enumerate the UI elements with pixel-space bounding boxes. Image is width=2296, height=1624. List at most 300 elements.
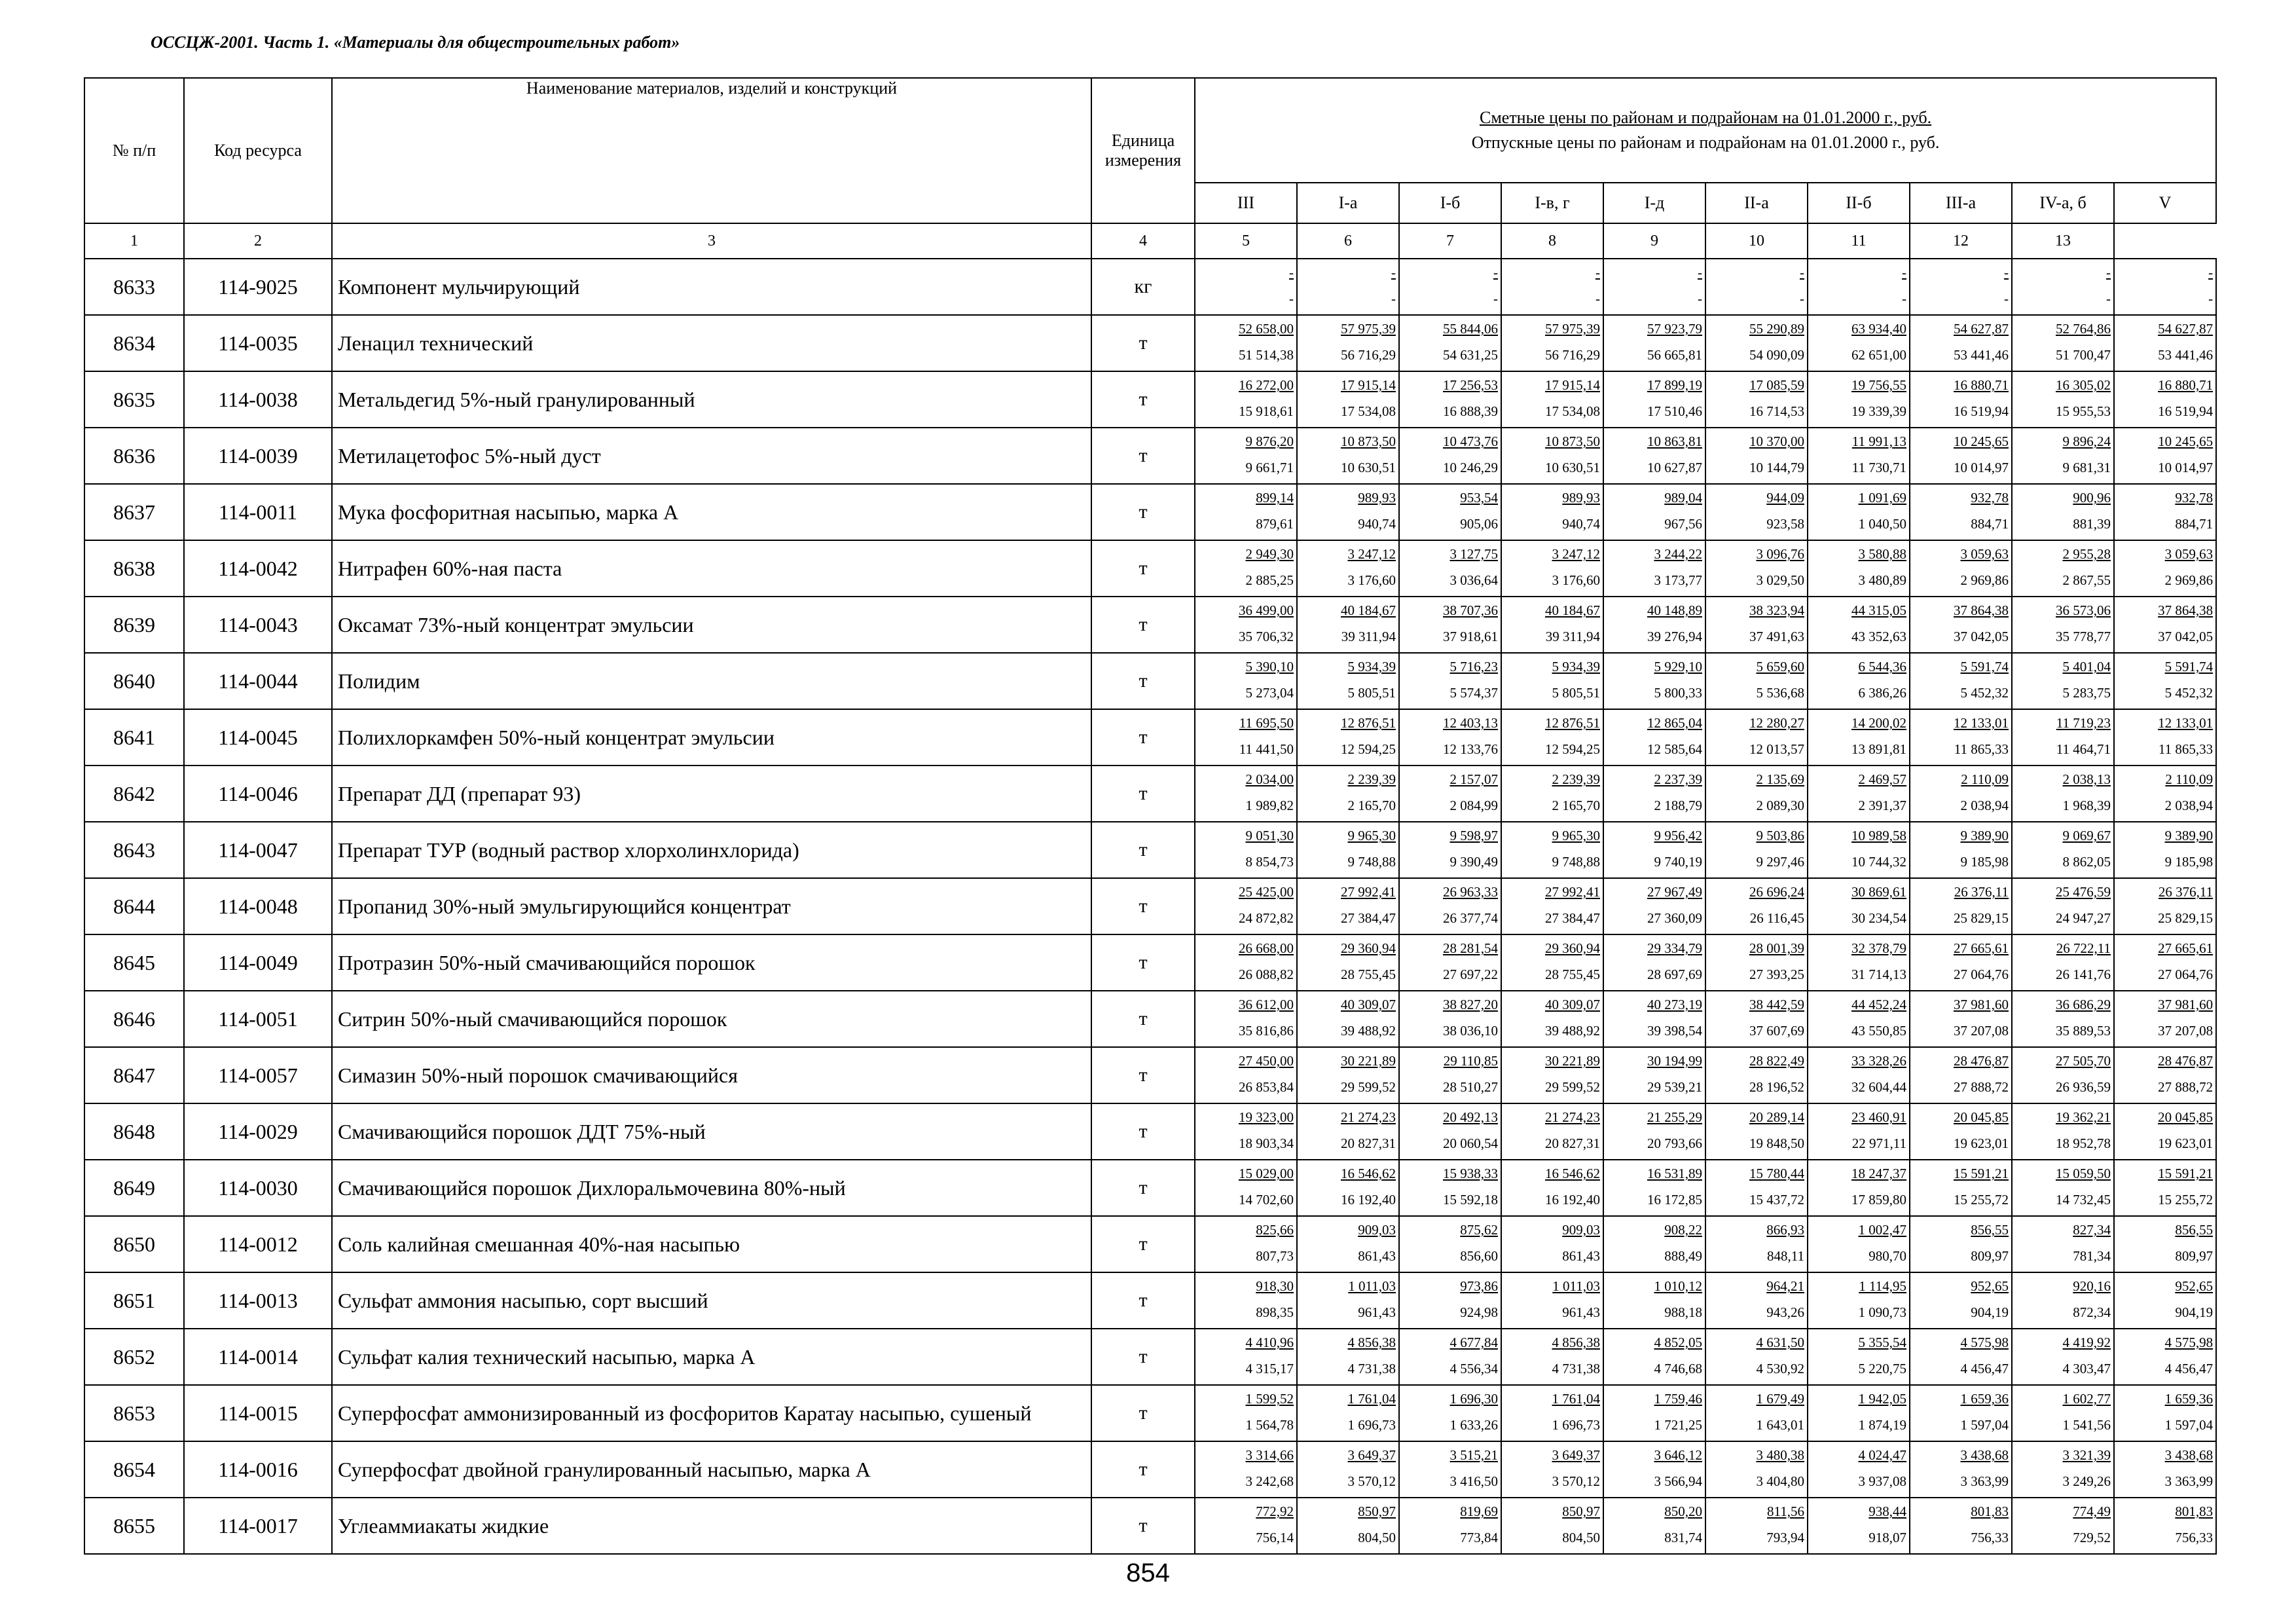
release-price: 28 755,45	[1341, 967, 1396, 982]
estimate-price: 850,20	[1664, 1504, 1702, 1519]
price-cell	[1705, 315, 1808, 371]
estimate-price: 1 602,77	[2062, 1391, 2111, 1407]
release-price: 39 276,94	[1647, 629, 1702, 644]
estimate-price: 1 761,04	[1552, 1391, 1600, 1407]
price-cell	[1808, 1385, 1910, 1441]
release-price: 1 090,73	[1858, 1304, 1906, 1320]
material-name: Соль калийная смешанная 40%-ная насыпью	[332, 1216, 1091, 1272]
price-cell	[1808, 484, 1910, 540]
release-price: 5 283,75	[2062, 685, 2111, 701]
release-price: 856,60	[1460, 1248, 1498, 1264]
estimate-price: 44 452,24	[1851, 997, 1906, 1012]
price-cell	[2114, 878, 2216, 934]
price-cell	[1501, 934, 1603, 991]
price-cell	[1910, 259, 2012, 315]
material-name: Полихлоркамфен 50%-ный концентрат эмульсии	[332, 709, 1091, 766]
price-cell	[1910, 1272, 2012, 1329]
price-cell	[2012, 1441, 2114, 1498]
estimate-price: 5 934,39	[1347, 659, 1396, 674]
estimate-price: 29 334,79	[1647, 940, 1702, 956]
price-cell	[1603, 1216, 1705, 1272]
release-price: -	[1698, 291, 1702, 306]
estimate-price: 964,21	[1766, 1278, 1804, 1294]
price-cell	[1297, 822, 1399, 878]
estimate-price: 52 764,86	[2056, 321, 2111, 337]
header-unit: Единица измерения	[1091, 78, 1195, 223]
table-row	[84, 1272, 2216, 1329]
price-cell	[2012, 259, 2114, 315]
release-price: 17 534,08	[1341, 403, 1396, 419]
estimate-price: 27 992,41	[1341, 884, 1396, 900]
row-index: 8643	[84, 822, 184, 878]
estimate-price: 10 473,76	[1443, 434, 1498, 449]
price-cell	[1603, 428, 1705, 484]
price-cell	[1501, 1498, 1603, 1554]
price-cell	[1705, 1441, 1808, 1498]
estimate-price: 932,78	[2175, 490, 2214, 506]
price-cell	[2114, 1498, 2216, 1554]
estimate-price: 26 376,11	[2158, 884, 2214, 900]
region-header: I-д	[1603, 183, 1705, 223]
estimate-price: 27 992,41	[1545, 884, 1600, 900]
price-cell	[1297, 1385, 1399, 1441]
price-cell	[1910, 1498, 2012, 1554]
price-cell	[2114, 1047, 2216, 1103]
release-price: 807,73	[1256, 1248, 1294, 1264]
release-price: 1 633,26	[1449, 1417, 1498, 1433]
release-price: 5 220,75	[1858, 1361, 1906, 1376]
release-price: 22 971,11	[1851, 1135, 1906, 1151]
price-cell	[1705, 1047, 1808, 1103]
estimate-price: 10 245,65	[2158, 434, 2214, 449]
release-price: 1 597,04	[2164, 1417, 2214, 1433]
estimate-price: 10 370,00	[1749, 434, 1804, 449]
release-price: 9 185,98	[1960, 854, 2009, 870]
release-price: 12 594,25	[1545, 741, 1600, 757]
price-cell	[1910, 484, 2012, 540]
release-price: 861,43	[1358, 1248, 1396, 1264]
region-header: I-а	[1297, 183, 1399, 223]
price-cell	[1399, 1047, 1501, 1103]
price-cell	[1603, 1272, 1705, 1329]
price-cell	[1297, 1441, 1399, 1498]
estimate-price: 16 546,62	[1545, 1166, 1600, 1181]
release-price: 37 207,08	[2158, 1023, 2214, 1039]
estimate-price: 989,93	[1358, 490, 1396, 506]
release-price: 2 038,94	[1960, 798, 2009, 813]
estimate-price: 36 573,06	[2056, 602, 2111, 618]
release-price: 17 510,46	[1647, 403, 1702, 419]
resource-code: 114-0017	[184, 1498, 332, 1554]
release-price: 940,74	[1562, 516, 1600, 532]
release-price: 51 514,38	[1239, 347, 1294, 363]
row-index: 8633	[84, 259, 184, 315]
price-cell	[1808, 1272, 1910, 1329]
row-index: 8635	[84, 371, 184, 428]
price-cell	[1195, 1498, 1297, 1554]
estimate-price: 973,86	[1460, 1278, 1498, 1294]
estimate-price: -	[1902, 265, 1906, 280]
estimate-price: 2 135,69	[1756, 771, 1804, 787]
estimate-price: 11 991,13	[1851, 434, 1906, 449]
price-cell	[2012, 371, 2114, 428]
price-cell	[1501, 1441, 1603, 1498]
material-name: Препарат ДД (препарат 93)	[332, 766, 1091, 822]
estimate-price: 26 696,24	[1749, 884, 1804, 900]
release-price: 51 700,47	[2056, 347, 2111, 363]
estimate-price: 36 686,29	[2056, 997, 2111, 1012]
price-cell	[1501, 991, 1603, 1047]
estimate-price: 33 328,26	[1851, 1053, 1906, 1069]
price-cell	[1603, 371, 1705, 428]
price-cell	[1501, 878, 1603, 934]
price-cell	[1195, 1047, 1297, 1103]
price-cell	[2012, 540, 2114, 597]
unit-of-measure: т	[1091, 1385, 1195, 1441]
estimate-price: 37 981,60	[1954, 997, 2009, 1012]
estimate-price: -	[2208, 265, 2214, 280]
estimate-price: 26 668,00	[1239, 940, 1294, 956]
estimate-price: 850,97	[1562, 1504, 1600, 1519]
estimate-price: -	[1391, 265, 1396, 280]
price-cell	[1705, 766, 1808, 822]
price-cell	[1603, 1329, 1705, 1385]
estimate-price: 27 505,70	[2056, 1053, 2111, 1069]
price-cell	[1297, 766, 1399, 822]
price-cell	[1910, 1160, 2012, 1216]
release-price: 3 029,50	[1756, 572, 1804, 588]
release-price: -	[2106, 291, 2111, 306]
release-price: 56 716,29	[1545, 347, 1600, 363]
price-cell	[1195, 1441, 1297, 1498]
price-cell	[1195, 484, 1297, 540]
price-cell	[1705, 1160, 1808, 1216]
release-price: 2 969,86	[1960, 572, 2009, 588]
release-price: 20 060,54	[1443, 1135, 1498, 1151]
price-cell	[1808, 822, 1910, 878]
estimate-price: 9 389,90	[1960, 828, 2009, 843]
material-name: Суперфосфат двойной гранулированный насыпью, марка А	[332, 1441, 1091, 1498]
estimate-price: -	[2004, 265, 2009, 280]
release-price: 11 441,50	[1239, 741, 1294, 757]
release-price: 2 867,55	[2062, 572, 2111, 588]
release-price: 884,71	[1971, 516, 2009, 532]
release-price: 9 748,88	[1347, 854, 1396, 870]
price-cell	[1501, 1216, 1603, 1272]
table-row	[84, 822, 2216, 878]
unit-of-measure: т	[1091, 822, 1195, 878]
unit-of-measure: т	[1091, 428, 1195, 484]
column-number: 9	[1603, 223, 1705, 259]
price-cell	[1705, 1329, 1808, 1385]
column-number: 1	[84, 223, 184, 259]
price-cell	[1195, 315, 1297, 371]
table-row	[84, 1047, 2216, 1103]
release-price: 773,84	[1460, 1530, 1498, 1545]
release-price: 31 714,13	[1851, 967, 1906, 982]
estimate-price: 3 480,38	[1756, 1447, 1804, 1463]
price-cell	[1705, 653, 1808, 709]
price-cell	[1705, 259, 1808, 315]
price-cell	[1297, 934, 1399, 991]
price-cell	[2012, 597, 2114, 653]
price-cell	[1808, 1047, 1910, 1103]
resource-code: 114-0049	[184, 934, 332, 991]
price-cell	[1297, 1047, 1399, 1103]
release-price: 16 519,94	[2158, 403, 2214, 419]
estimate-price: 20 045,85	[1954, 1109, 2009, 1125]
release-price: 37 918,61	[1443, 629, 1498, 644]
resource-code: 114-0035	[184, 315, 332, 371]
table-row	[84, 934, 2216, 991]
release-price: 904,19	[2175, 1304, 2214, 1320]
row-index: 8651	[84, 1272, 184, 1329]
release-price: 5 805,51	[1347, 685, 1396, 701]
price-cell	[1705, 878, 1808, 934]
price-cell	[1910, 1441, 2012, 1498]
material-name: Нитрафен 60%-ная паста	[332, 540, 1091, 597]
price-cell	[1501, 597, 1603, 653]
price-cell	[2114, 540, 2216, 597]
estimate-price: 3 649,37	[1552, 1447, 1600, 1463]
estimate-price: 14 200,02	[1851, 715, 1906, 731]
unit-of-measure: т	[1091, 540, 1195, 597]
price-cell	[2012, 709, 2114, 766]
release-price: 12 133,76	[1443, 741, 1498, 757]
release-price: 2 038,94	[2164, 798, 2214, 813]
estimate-price: 1 759,46	[1654, 1391, 1702, 1407]
price-cell	[1808, 1216, 1910, 1272]
price-cell	[1399, 1216, 1501, 1272]
release-price: 9 748,88	[1552, 854, 1600, 870]
estimate-price: 9 389,90	[2164, 828, 2214, 843]
release-price: 923,58	[1766, 516, 1804, 532]
release-price: 4 303,47	[2062, 1361, 2111, 1376]
estimate-price: 10 989,58	[1851, 828, 1906, 843]
estimate-price: 5 390,10	[1245, 659, 1294, 674]
price-cell	[1910, 653, 2012, 709]
estimate-price: 2 949,30	[1245, 546, 1294, 562]
price-cell	[2012, 1329, 2114, 1385]
resource-code: 114-0057	[184, 1047, 332, 1103]
release-price: 4 315,17	[1245, 1361, 1294, 1376]
column-number: 10	[1705, 223, 1808, 259]
estimate-price: 2 469,57	[1858, 771, 1906, 787]
release-price: 2 885,25	[1245, 572, 1294, 588]
estimate-price: -	[1595, 265, 1600, 280]
resource-code: 114-0046	[184, 766, 332, 822]
release-price: 872,34	[2073, 1304, 2111, 1320]
release-price: 2 089,30	[1756, 798, 1804, 813]
estimate-price: 827,34	[2073, 1222, 2111, 1238]
price-cell	[1297, 709, 1399, 766]
price-cell	[1399, 1103, 1501, 1160]
release-price: 3 570,12	[1347, 1473, 1396, 1489]
table-row	[84, 597, 2216, 653]
release-price: 54 090,09	[1749, 347, 1804, 363]
release-price: 3 404,80	[1756, 1473, 1804, 1489]
estimate-price: 899,14	[1256, 490, 1294, 506]
table-row	[84, 1385, 2216, 1441]
material-name: Протразин 50%-ный смачивающийся порошок	[332, 934, 1091, 991]
release-price: 1 696,73	[1347, 1417, 1396, 1433]
material-name: Смачивающийся порошок ДДТ 75%-ный	[332, 1103, 1091, 1160]
price-cell	[1195, 1103, 1297, 1160]
estimate-price: 17 899,19	[1647, 377, 1702, 393]
column-number: 12	[1910, 223, 2012, 259]
price-cell	[1603, 991, 1705, 1047]
estimate-price: 30 221,89	[1545, 1053, 1600, 1069]
estimate-price: 40 148,89	[1647, 602, 1702, 618]
estimate-price: 3 247,12	[1552, 546, 1600, 562]
release-price: 35 816,86	[1239, 1023, 1294, 1039]
release-price: 4 731,38	[1347, 1361, 1396, 1376]
price-cell	[1297, 991, 1399, 1047]
release-price: 15 918,61	[1239, 403, 1294, 419]
estimate-price: 57 923,79	[1647, 321, 1702, 337]
table-row	[84, 315, 2216, 371]
release-price: -	[2208, 291, 2214, 306]
release-price: 32 604,44	[1851, 1079, 1906, 1095]
estimate-price: 27 665,61	[1954, 940, 2009, 956]
release-price: 12 594,25	[1341, 741, 1396, 757]
estimate-price: 11 719,23	[2056, 715, 2111, 731]
release-price: 967,56	[1664, 516, 1702, 532]
estimate-price: 772,92	[1256, 1504, 1294, 1519]
material-name: Ленацил технический	[332, 315, 1091, 371]
estimate-price: 17 915,14	[1341, 377, 1396, 393]
price-cell	[1297, 1272, 1399, 1329]
release-price: 988,18	[1664, 1304, 1702, 1320]
release-price: 10 144,79	[1749, 460, 1804, 475]
price-cell	[1705, 597, 1808, 653]
estimate-price: 20 289,14	[1749, 1109, 1804, 1125]
table-row	[84, 1329, 2216, 1385]
estimate-price: 30 194,99	[1647, 1053, 1702, 1069]
estimate-price: 15 591,21	[2158, 1166, 2214, 1181]
estimate-price: 1 942,05	[1858, 1391, 1906, 1407]
price-cell	[1603, 1160, 1705, 1216]
material-name: Компонент мульчирующий	[332, 259, 1091, 315]
price-cell	[1195, 709, 1297, 766]
release-price: 9 185,98	[2164, 854, 2214, 870]
column-number: 8	[1501, 223, 1603, 259]
price-cell	[1603, 934, 1705, 991]
estimate-price: 21 255,29	[1647, 1109, 1702, 1125]
table-row	[84, 540, 2216, 597]
price-cell	[1195, 653, 1297, 709]
unit-of-measure: т	[1091, 934, 1195, 991]
release-price: 26 377,74	[1443, 910, 1498, 926]
release-price: 1 040,50	[1858, 516, 1906, 532]
table-row	[84, 878, 2216, 934]
price-cell	[1399, 1498, 1501, 1554]
price-cell	[2012, 991, 2114, 1047]
material-name: Мука фосфоритная насыпью, марка А	[332, 484, 1091, 540]
release-price: 16 192,40	[1545, 1192, 1600, 1208]
unit-of-measure: т	[1091, 991, 1195, 1047]
estimate-price: 9 965,30	[1552, 828, 1600, 843]
estimate-price: 1 659,36	[1960, 1391, 2009, 1407]
price-cell	[2012, 315, 2114, 371]
unit-of-measure: т	[1091, 315, 1195, 371]
release-price: 898,35	[1256, 1304, 1294, 1320]
price-cell	[1399, 428, 1501, 484]
release-price: 861,43	[1562, 1248, 1600, 1264]
price-cell	[1399, 878, 1501, 934]
release-price: 918,07	[1868, 1530, 1906, 1545]
unit-of-measure: т	[1091, 1103, 1195, 1160]
release-price: 62 651,00	[1851, 347, 1906, 363]
price-cell	[1501, 653, 1603, 709]
estimate-price: 2 038,13	[2062, 771, 2111, 787]
estimate-price: 9 965,30	[1347, 828, 1396, 843]
unit-of-measure: т	[1091, 653, 1195, 709]
estimate-price: 12 865,04	[1647, 715, 1702, 731]
release-price: 20 827,31	[1341, 1135, 1396, 1151]
estimate-price: 4 575,98	[2164, 1335, 2214, 1350]
region-header: III	[1195, 183, 1297, 223]
release-price: -	[2004, 291, 2009, 306]
release-price: 13 891,81	[1851, 741, 1906, 757]
price-cell	[1501, 709, 1603, 766]
release-price: 5 800,33	[1654, 685, 1702, 701]
estimate-price: 856,55	[2175, 1222, 2214, 1238]
release-price: -	[1595, 291, 1600, 306]
table-row	[84, 709, 2216, 766]
price-cell	[1195, 766, 1297, 822]
price-cell	[2114, 1272, 2216, 1329]
release-price: 8 854,73	[1245, 854, 1294, 870]
price-cell	[1195, 428, 1297, 484]
release-price: 14 732,45	[2056, 1192, 2111, 1208]
estimate-price: 875,62	[1460, 1222, 1498, 1238]
estimate-price: 38 707,36	[1443, 602, 1498, 618]
unit-of-measure: т	[1091, 1329, 1195, 1385]
table-row	[84, 1160, 2216, 1216]
price-cell	[1808, 597, 1910, 653]
row-index: 8644	[84, 878, 184, 934]
price-cell	[1399, 540, 1501, 597]
price-cell	[1195, 934, 1297, 991]
estimate-price: 27 450,00	[1239, 1053, 1294, 1069]
estimate-price: 4 024,47	[1858, 1447, 1906, 1463]
table-row	[84, 1103, 2216, 1160]
estimate-price: 1 010,12	[1654, 1278, 1702, 1294]
estimate-price: 5 591,74	[2164, 659, 2214, 674]
price-cell	[1501, 766, 1603, 822]
estimate-price: -	[1289, 265, 1294, 280]
material-name: Пропанид 30%-ный эмульгирующийся концентрат	[332, 878, 1091, 934]
release-price: 3 176,60	[1552, 572, 1600, 588]
price-cell	[1297, 1216, 1399, 1272]
release-price: 1 643,01	[1756, 1417, 1804, 1433]
price-cell	[1808, 653, 1910, 709]
release-price: 3 242,68	[1245, 1473, 1294, 1489]
release-price: 879,61	[1256, 516, 1294, 532]
release-price: 1 696,73	[1552, 1417, 1600, 1433]
table-row	[84, 991, 2216, 1047]
estimate-price: 26 722,11	[2056, 940, 2111, 956]
release-price: 35 706,32	[1239, 629, 1294, 644]
price-cell	[1910, 934, 2012, 991]
release-price: 25 829,15	[1954, 910, 2009, 926]
price-cell	[1195, 1216, 1297, 1272]
price-cell	[1910, 878, 2012, 934]
estimate-price: 4 419,92	[2062, 1335, 2111, 1350]
estimate-price: 825,66	[1256, 1222, 1294, 1238]
release-price: 1 597,04	[1960, 1417, 2009, 1433]
